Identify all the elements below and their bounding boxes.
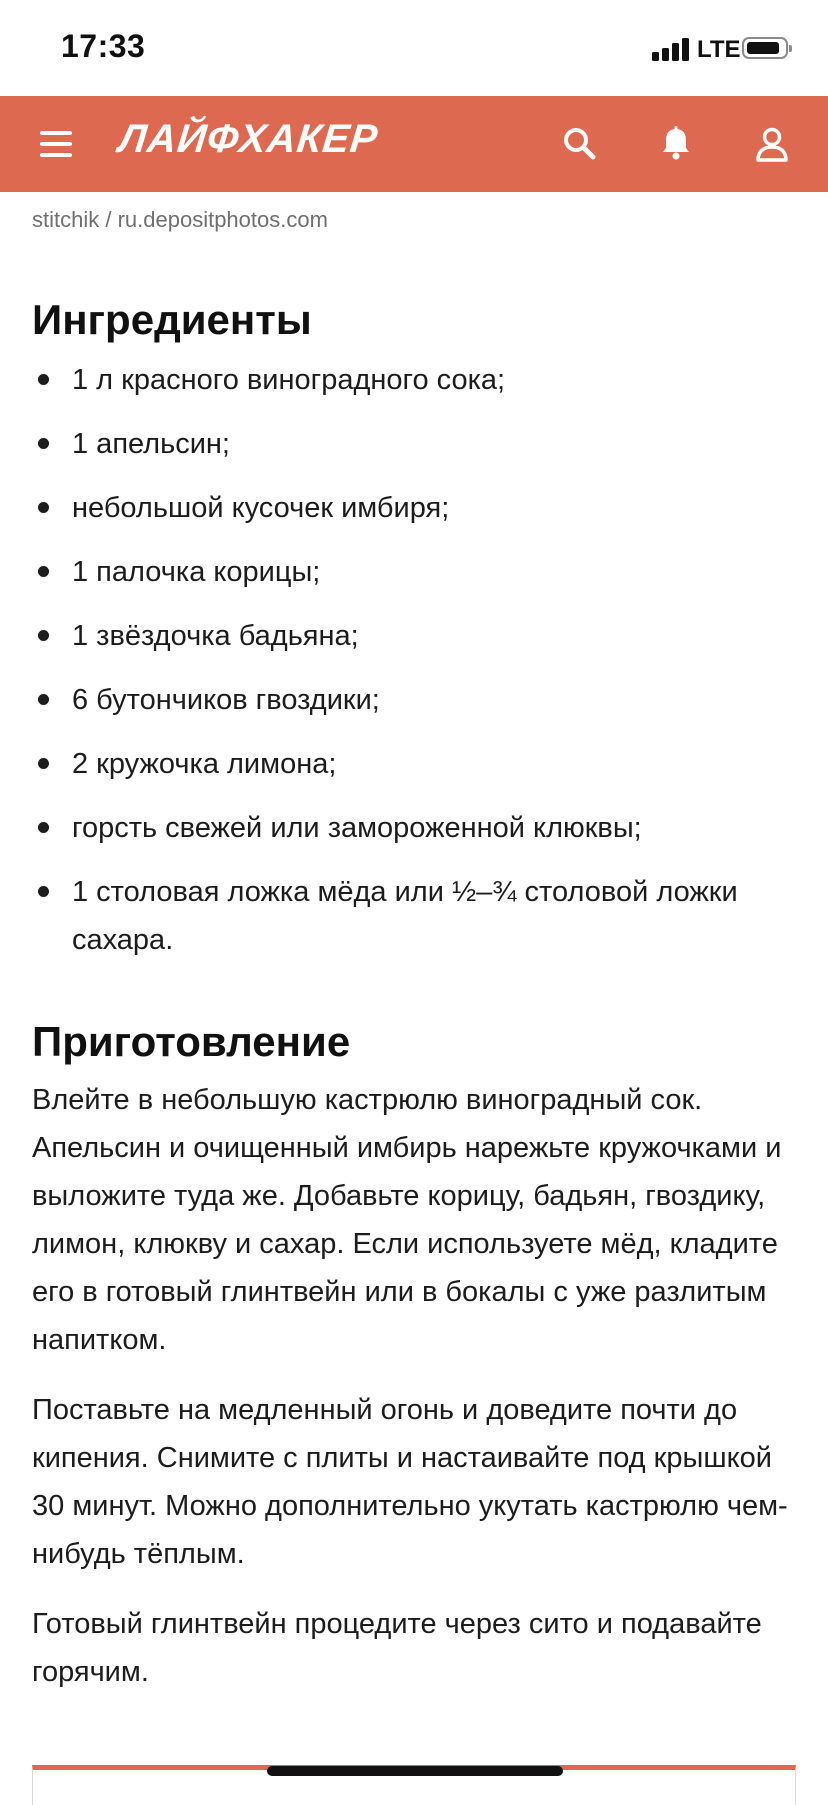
- ingredient-item: небольшой кусочек имбиря;: [32, 484, 802, 532]
- preparation-paragraph: Готовый глинтвейн процедите через сито и подавайте горячим.: [32, 1608, 762, 1688]
- ingredients-list: [32, 356, 802, 964]
- ingredient-item: горсть свежей или замороженной клюквы;: [32, 804, 802, 852]
- ingredient-item: 1 столовая ложка мёда или ½–¾ столовой ложки сахара.: [32, 868, 802, 964]
- user-icon[interactable]: [748, 120, 796, 168]
- ingredient-item: 1 л красного виноградного сока;: [32, 356, 802, 404]
- image-credit[interactable]: stitchik / ru.depositphotos.com: [32, 207, 328, 232]
- preparation-heading: Приготовление: [32, 1018, 351, 1065]
- ingredient-item: 6 бутончиков гвоздики;: [32, 676, 802, 724]
- hamburger-menu-icon[interactable]: [36, 124, 76, 164]
- battery-icon: [742, 37, 788, 59]
- app-header: [0, 96, 828, 192]
- ingredient-item: 1 палочка корицы;: [32, 548, 802, 596]
- network-type: LTE: [697, 36, 741, 63]
- signal-strength-icon: [652, 37, 692, 61]
- status-bar: [0, 0, 828, 96]
- status-time: 17:33: [61, 28, 146, 64]
- search-icon[interactable]: [556, 120, 604, 168]
- home-indicator[interactable]: [267, 1766, 563, 1776]
- ingredient-item: 1 апельсин;: [32, 420, 802, 468]
- ingredient-item: 1 звёздочка бадьяна;: [32, 612, 802, 660]
- article-content: [32, 290, 802, 1718]
- ingredient-item: 2 кружочка лимона;: [32, 740, 802, 788]
- preparation-paragraph: Влейте в небольшую кастрюлю виноградный сок. Апельсин и очищенный имбирь нарежьте кружочками и выложите туда же. Добавьте корицу, бадьян, гвоздику, лимон, клюкву и сахар. Если используете мёд, кладите его в готовый глинтвейн или в бокалы с уже разлитым напитком.: [32, 1084, 782, 1356]
- bell-icon[interactable]: [652, 120, 700, 168]
- site-logo[interactable]: ЛАЙФХАКЕР: [116, 117, 381, 161]
- preparation-paragraph: Поставьте на медленный огонь и доведите почти до кипения. Снимите с плиты и настаивайте под крышкой 30 минут. Можно дополнительно укутать кастрюлю чем-нибудь тёплым.: [32, 1394, 788, 1570]
- ingredients-heading: Ингредиенты: [32, 296, 312, 343]
